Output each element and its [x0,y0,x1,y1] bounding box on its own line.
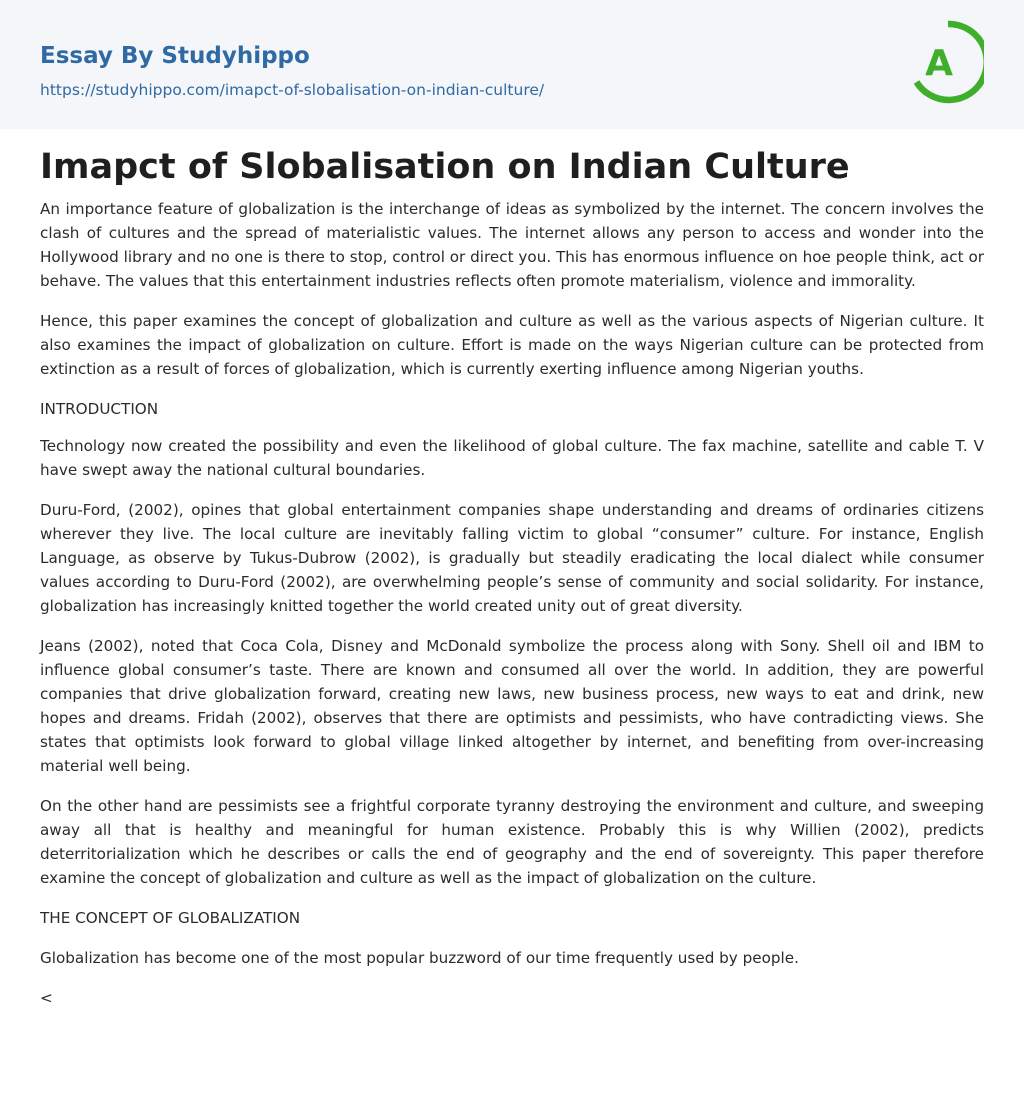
paragraph: Technology now created the possibility and even the likelihood of global culture. The fax machine, satellite and cable T. V have swept away the national cultural boundaries. [40,437,984,479]
truncation-marker: < [40,989,53,1007]
brand-title: Essay By Studyhippo [40,43,310,69]
article-title: Imapct of Slobalisation on Indian Culture [40,147,850,187]
essay-url-link[interactable]: https://studyhippo.com/imapct-of-slobalisation-on-indian-culture/ [40,81,545,99]
section-heading-concept: THE CONCEPT OF GLOBALIZATION [40,909,301,927]
page-header [0,0,1024,129]
paragraph: An importance feature of globalization is the interchange of ideas as symbolized by the internet. The concern involves the clash of cultures and the spread of materialistic values. The internet allows any person to access and wonder into the Hollywood library and no one is there to stop, control or direct you. This has enormous influence on hoe people think, act or behave. The values that this entertainment industries reflects often promote materialism, violence and immorality. [40,200,984,290]
paragraph: Duru-Ford, (2002), opines that global entertainment companies shape understanding and dreams of ordinaries citizens wherever they live. The local culture are inevitably falling victim to global “consumer” culture. For instance, English Language, as observe by Tukus-Dubrow (2002), is gradually but steadily eradicating the local dialect while consumer values according to Duru-Ford (2002), are overwhelming people’s sense of community and social solidarity. For instance, globalization has increasingly knitted together the world created unity out of great diversity. [40,501,984,615]
paragraph: Jeans (2002), noted that Coca Cola, Disney and McDonald symbolize the process along with Sony. Shell oil and IBM to influence global consumer’s taste. There are known and consumed all over the world. In addition, they are powerful companies that drive globalization forward, creating new laws, new business process, new ways to eat and drink, new hopes and dreams. Fridah (2002), observes that there are optimists and pessimists, who have contradicting views. She states that optimists look forward to global village linked altogether by internet, and benefiting from over-increasing material well being. [40,637,984,775]
paragraph: Globalization has become one of the most popular buzzword of our time frequently used by people. [40,949,799,967]
paragraph: Hence, this paper examines the concept of globalization and culture as well as the various aspects of Nigerian culture. It also examines the impact of globalization on culture. Effort is made on the ways Nigerian culture can be protected from extinction as a result of forces of globalization, which is currently exerting influence among Nigerian youths. [40,312,984,378]
logo-letter: A [925,43,953,84]
article-content [0,147,1024,1010]
studyhippo-logo [912,20,984,104]
section-heading-introduction: INTRODUCTION [40,400,159,418]
paragraph: On the other hand are pessimists see a frightful corporate tyranny destroying the environment and culture, and sweeping away all that is healthy and meaningful for human existence. Probably this is why Willien (2002), predicts deterritorialization which he describes or calls the end of geography and the end of sovereignty. This paper therefore examine the concept of globalization and culture as well as the impact of globalization on the culture. [40,797,984,887]
